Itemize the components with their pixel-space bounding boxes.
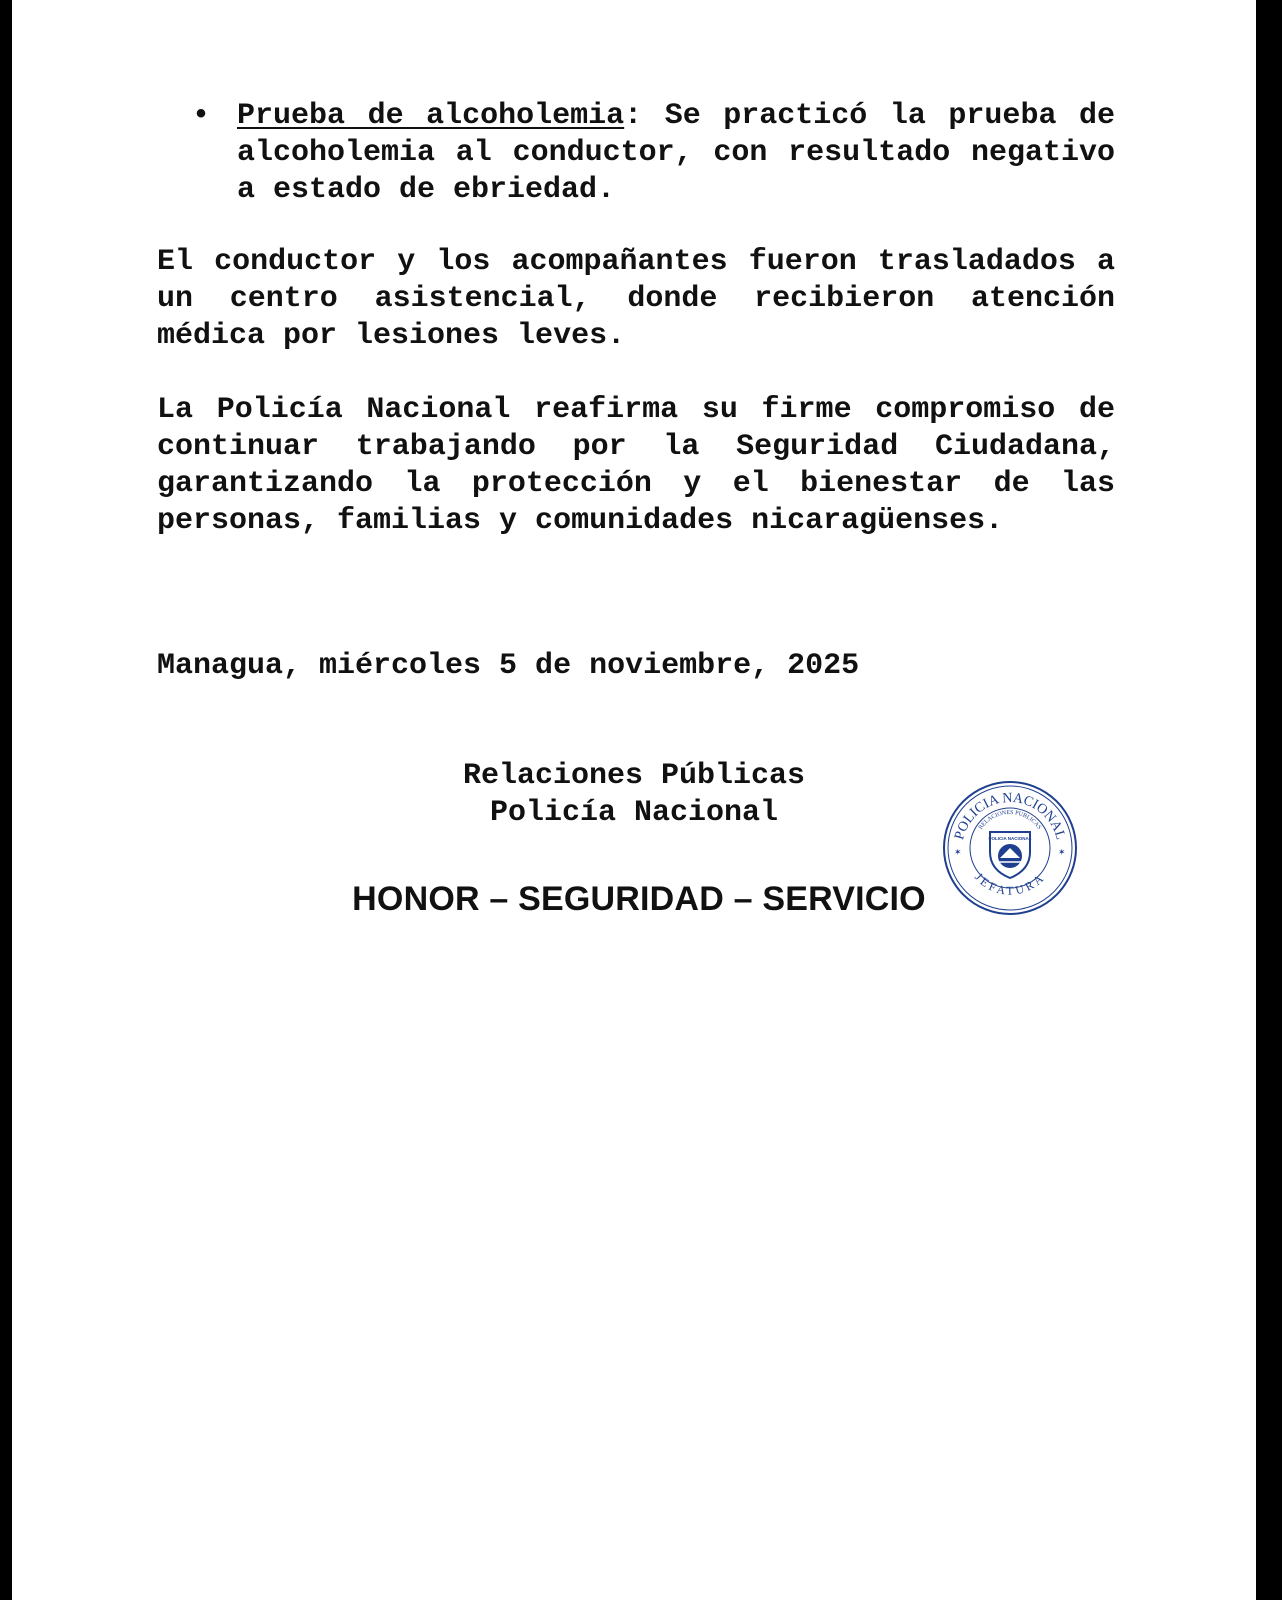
document-page [12,0,1256,1600]
bullet-text [237,98,1115,209]
seal-inner-text: RELACIONES PUBLICAS [978,809,1042,831]
seal-star-left-icon: ✶ [954,847,962,857]
paragraph-commitment: La Policía Nacional reafirma su firme compromiso de continuar trabajando por la Seguridad Ciudadana, garantizando la protección y el bienestar de las personas, familias y comunidades nicaragüenses. [157,393,1115,538]
signature-line-2: Policía Nacional [489,796,779,830]
bullet-dot: • [192,99,211,133]
motto: HONOR – SEGURIDAD – SERVICIO [352,880,926,918]
seal-outer-text: POLICIA NACIONAL [952,790,1068,842]
seal-bottom-text: JEFATURA [971,869,1049,898]
paragraph-transfer: El conductor y los acompañantes fueron trasladados a un centro asistencial, donde recibieron atención médica por lesiones leves. [157,245,1115,353]
signature-line-1: Relaciones Públicas [462,759,806,793]
bullet-term: Prueba de alcoholemia [237,99,625,133]
seal-shield-text: POLICIA NACIONAL [988,836,1032,841]
police-seal-stamp [940,778,1080,918]
seal-star-right-icon: ✶ [1058,847,1066,857]
dateline: Managua, miércoles 5 de noviembre, 2025 [157,649,860,683]
bullet-body: : Se practicó la prueba de alcoholemia al conductor, con resultado negativo a estado de ebriedad. [237,99,1116,207]
